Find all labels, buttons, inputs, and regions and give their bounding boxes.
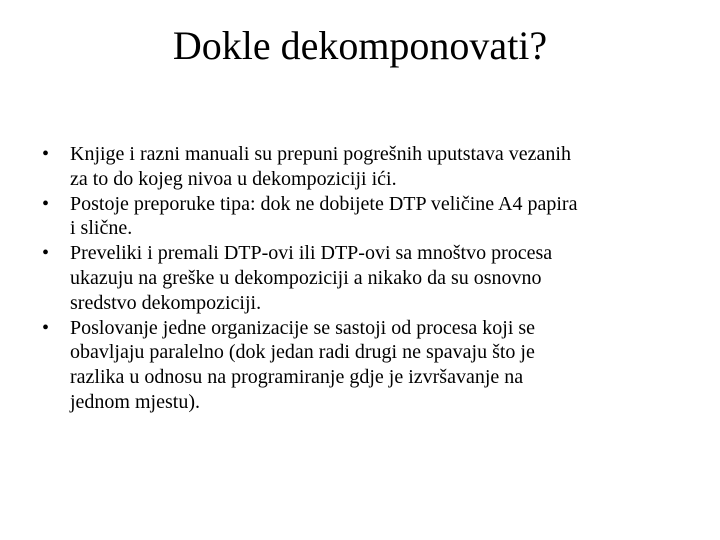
slide-title: Dokle dekomponovati? [172,23,548,68]
bullet-item [0,316,720,415]
bullet-line: Poslovanje jedne organizacije se sastoji od procesa koji se [70,316,536,339]
bullet-line: razlika u odnosu na programiranje gdje je izvršavanje na [70,366,524,389]
bullet-line: za to do kojeg nivoa u dekompoziciji ići. [70,167,397,190]
bullet-line: Preveliki i premali DTP-ovi ili DTP-ovi sa mnoštvo procesa [70,242,553,265]
bullet-item [0,192,720,242]
bullet-line: obavljaju paralelno (dok jedan radi drugi ne spavaju što je [70,341,535,364]
bullet-list [0,142,720,415]
bullet-line: Knjige i razni manuali su prepuni pogrešnih uputstava vezanih [70,143,571,165]
bullet-icon: • [42,316,50,339]
bullet-item [0,142,720,192]
bullet-line: jednom mjestu). [70,390,200,413]
bullet-icon: • [42,242,50,265]
bullet-line: sredstvo dekompoziciji. [70,291,262,314]
bullet-icon: • [42,143,50,165]
bullet-line: i slične. [70,217,133,240]
bullet-line: Postoje preporuke tipa: dok ne dobijete DTP veličine A4 papira [70,192,578,215]
bullet-item [0,241,720,315]
bullet-icon: • [42,192,50,215]
bullet-line: ukazuju na greške u dekompoziciji a nikako da su osnovno [70,266,542,289]
